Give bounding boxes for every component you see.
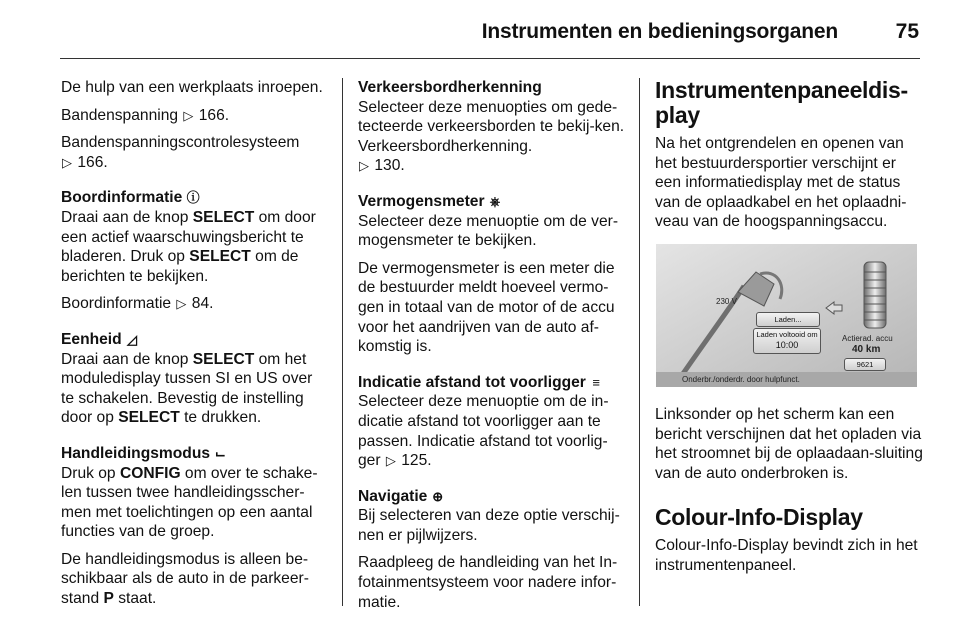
- manual-icon: ⌙: [214, 445, 226, 461]
- paragraph: Colour-Info-Display bevindt zich in het instrumentenpaneel.: [655, 537, 918, 574]
- column-divider-1: [342, 78, 343, 606]
- ref-arrow-icon: ▷: [385, 453, 396, 469]
- paragraph: Draai aan de knop SELECT om het moduledisplay tussen SI en US over te schakelen. Bevestig de instelling door op SELECT te drukken.: [61, 350, 313, 427]
- ref-arrow-icon: ▷: [62, 154, 72, 170]
- range-value: 40 km: [852, 343, 881, 355]
- charge-complete-box: [753, 328, 821, 354]
- paragraph: Raadpleeg de handleiding van het In-fotainmentsysteem voor nadere infor-matie.: [358, 554, 618, 611]
- info-icon: ⓘ: [186, 190, 200, 206]
- paragraph: De handleidingsmodus is alleen be-schikbaar als de auto in de parkeer-stand P staat.: [61, 550, 309, 608]
- paragraph: Boordinformatie ▷ 84.: [61, 295, 214, 313]
- section-eenheid: [61, 330, 329, 428]
- display-illustration: [656, 244, 917, 387]
- page-header: [0, 0, 960, 62]
- range-label: Actierad. accu: [842, 333, 893, 343]
- section-title: Navigatie ⊕: [358, 487, 444, 505]
- section-heading: Colour-Info-Display: [655, 504, 863, 531]
- section-title: Verkeersbordherkenning: [358, 79, 542, 96]
- paragraph: Druk op CONFIG om over te schake-len tussen twee handleidingsscher-men met toelichtingen op een aantal functies van de groep.: [61, 464, 318, 541]
- section-title: Boordinformatie ⓘ: [61, 189, 200, 207]
- section-title: Indicatie afstand tot voorligger ≡: [358, 373, 628, 393]
- navigation-icon: ⊕: [432, 488, 444, 504]
- status-footer: Onderbr./onderdr. door hulpfunct.: [682, 374, 800, 384]
- paragraph: Draai aan de knop SELECT om door een actief waarschuwingsbericht te bladeren. Druk op SELECT om de berichten te bekijken.: [61, 208, 316, 285]
- paragraph: Bij selecteren van deze optie verschij-nen er pijlwijzers.: [358, 507, 620, 544]
- ref-arrow-icon: ▷: [176, 296, 187, 312]
- paragraph: Bandenspanning ▷ 166.: [61, 106, 230, 124]
- paragraph: Selecteer deze menuopties om gede-tecteerde verkeersborden te bekij-ken. Verkeersbordherkenning. ▷ 130.: [358, 98, 625, 175]
- voltage-label: 230 V: [716, 296, 737, 306]
- ref-arrow-icon: ▷: [183, 107, 194, 123]
- odometer: 9621: [844, 358, 886, 371]
- column-1: [61, 78, 329, 617]
- section-title: Eenheid ◿: [61, 330, 137, 348]
- paragraph: De hulp van een werkplaats inroepen.: [61, 79, 323, 96]
- header-divider: [60, 58, 920, 59]
- paragraph: Selecteer deze menuoptie om de ver-mogensmeter te bekijken.: [358, 212, 619, 250]
- header-title: Instrumenten en bedieningsorganen: [481, 20, 838, 43]
- page-number: 75: [895, 20, 919, 43]
- section-afstand-voorligger: [358, 373, 628, 471]
- paragraph: Bandenspanningscontrolesysteem ▷ 166.: [61, 134, 300, 171]
- section-title: Handleidingsmodus ⌙: [61, 444, 226, 462]
- column-2: [358, 78, 628, 620]
- following-distance-icon: ≡: [592, 374, 601, 390]
- ref-arrow-icon: ▷: [359, 158, 369, 174]
- paragraph: De vermogensmeter is een meter die de bestuurder meldt hoeveel vermo-gen in totaal van de motor of de accu voor het aandrijven van de auto af-komstig is.: [358, 259, 615, 356]
- laden-button: Laden...: [756, 312, 820, 327]
- unit-icon: ◿: [127, 331, 137, 347]
- power-meter-icon: ⎈: [489, 193, 501, 209]
- section-vermogensmeter: [358, 192, 628, 357]
- paragraph: Linksonder op het scherm kan een bericht verschijnen dat het opladen via het stroomnet bij de oplaadaan-sluiting van de auto onderbroken is.: [655, 405, 923, 482]
- section-title: Vermogensmeter ⎈: [358, 192, 501, 210]
- section-verkeersbordherkenning: [358, 78, 628, 176]
- section-handleidingsmodus: [61, 444, 329, 609]
- section-navigatie: [358, 487, 628, 613]
- charge-complete-label: Laden voltooid om: [756, 329, 818, 339]
- column-3: [655, 78, 925, 584]
- paragraph: Na het ontgrendelen en openen van het bestuurdersportier verschijnt er een informatiedisplay met de status van de oplaadkabel en het oplaadni-veau van de hoogspanningsaccu.: [655, 135, 907, 231]
- section-boordinformatie: [61, 188, 329, 314]
- charge-time: 10:00: [775, 339, 799, 350]
- paragraph: Selecteer deze menuoptie om de in-dicatie afstand tot voorligger aan te passen. Indicatie afstand tot voorlig-ger ▷ 125.: [358, 393, 609, 470]
- column-divider-2: [639, 78, 640, 606]
- section-heading: Instrumentenpaneeldis-play: [655, 77, 908, 128]
